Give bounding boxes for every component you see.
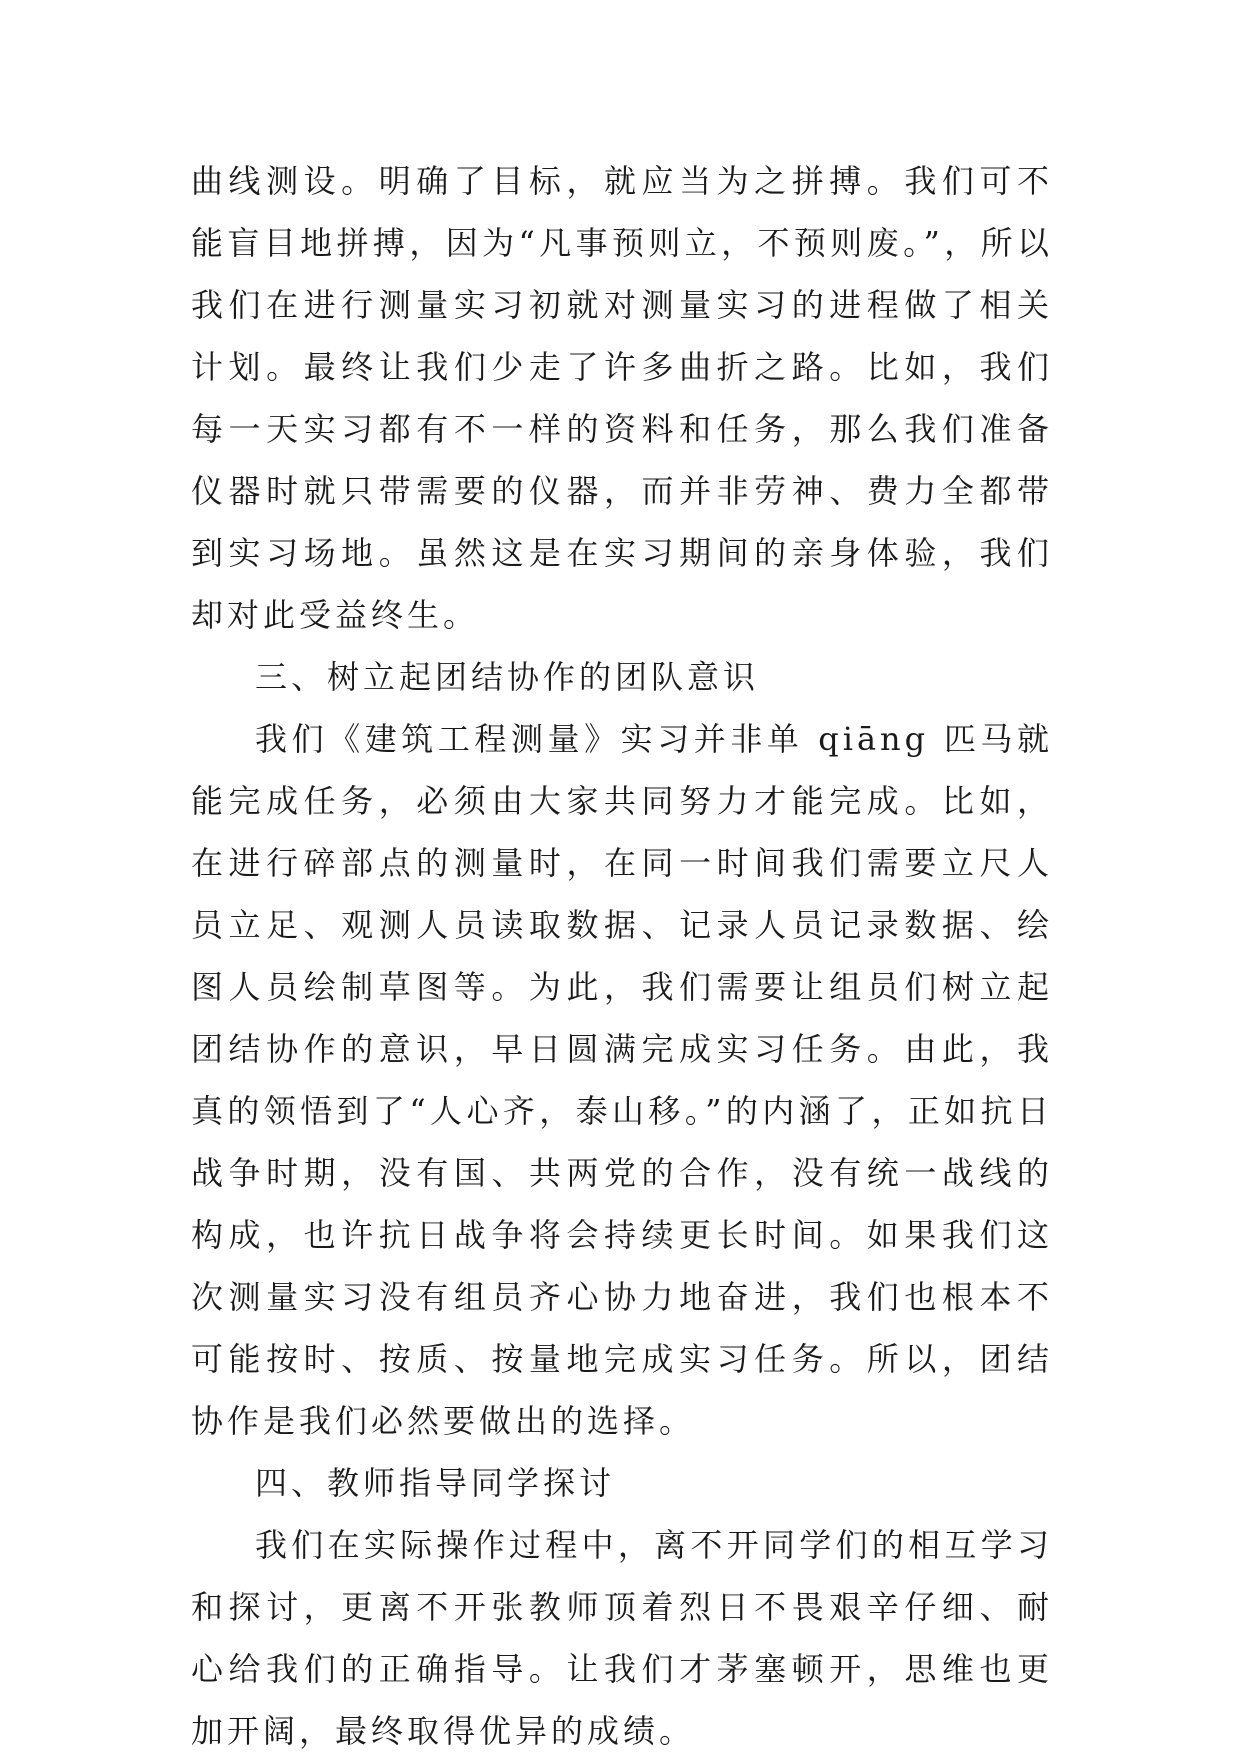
paragraph-guidance: 我们在实际操作过程中，离不开同学们的相互学习和探讨，更离不开张教师顶着烈日不畏艰辛仔细、耐心给我们的正确指导。让我们才茅塞顿开，思维也更加开阔，最终取得优异的成绩。 <box>191 1526 1053 1750</box>
section-heading-4: 四、教师指导同学探讨 <box>255 1464 616 1502</box>
document-body <box>191 150 1053 1762</box>
paragraph-teamwork: 我们《建筑工程测量》实习并非单 qiāng 匹马就能完成任务，必须由大家共同努力才能完成。比如，在进行碎部点的测量时，在同一时间我们需要立尺人员立足、观测人员读取数据、记录人员记录数据、绘图人员绘制草图等。为此，我们需要让组员们树立起团结协作的意识，早日圆满完成实习任务。由此，我真的领悟到了“人心齐，泰山移。”的内涵了，正如抗日战争时期，没有国、共两党的合作，没有统一战线的构成，也许抗日战争将会持续更长时间。如果我们这次测量实习没有组员齐心协力地奋进，我们也根本不可能按时、按质、按量地完成实习任务。所以，团结协作是我们必然要做出的选择。 <box>191 720 1053 1440</box>
paragraph-continued: 曲线测设。明确了目标，就应当为之拼搏。我们可不能盲目地拼搏，因为“凡事预则立，不预则废。”，所以我们在进行测量实习初就对测量实习的进程做了相关计划。最终让我们少走了许多曲折之路。比如，我们每一天实习都有不一样的资料和任务，那么我们准备仪器时就只带需要的仪器，而并非劳神、费力全都带到实习场地。虽然这是在实习期间的亲身体验，我们却对此受益终生。 <box>191 162 1053 634</box>
section-heading-3: 三、树立起团结协作的团队意识 <box>255 658 760 696</box>
